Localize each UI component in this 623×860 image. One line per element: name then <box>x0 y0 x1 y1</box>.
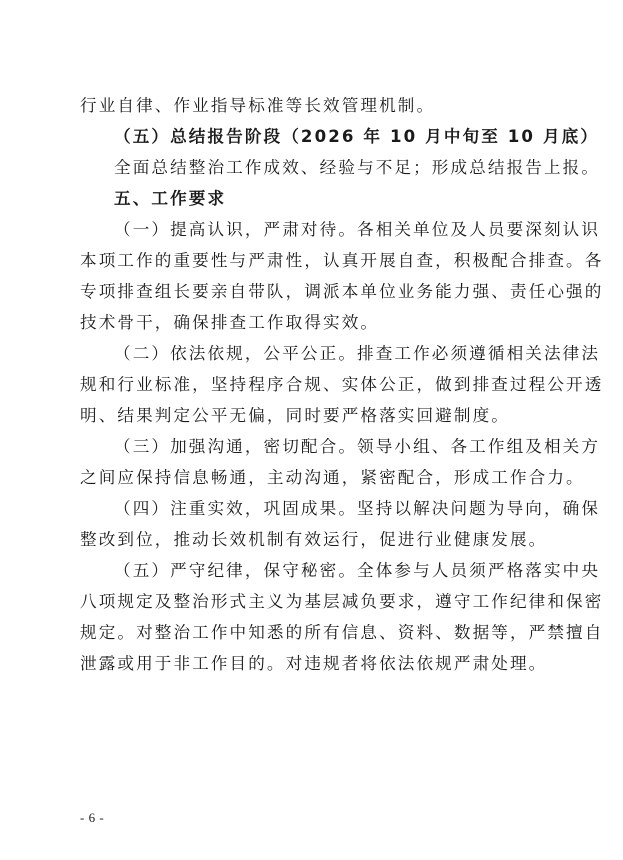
paragraph-1-line-2: 本项工作的重要性与严肃性，认真开展自查，积极配合排查。各 <box>80 251 604 270</box>
body-line-summary: 全面总结整治工作成效、经验与不足；形成总结报告上报。 <box>114 158 601 177</box>
paragraph-3-line-2: 之间应保持信息畅通，主动沟通，紧密配合，形成工作合力。 <box>80 468 585 487</box>
body-line-continuation: 行业自律、作业指导标准等长效管理机制。 <box>80 96 436 115</box>
paragraph-2-line-2: 规和行业标准，坚持程序合规、实体公正，做到排查过程公开透 <box>80 375 604 394</box>
paragraph-4-line-1: （四）注重实效，巩固成果。坚持以解决问题为导向，确保 <box>114 499 601 518</box>
paragraph-1-line-4: 技术骨干，确保排查工作取得实效。 <box>80 313 380 332</box>
paragraph-2-line-3: 明、结果判定公平无偏，同时要严格落实回避制度。 <box>80 406 510 425</box>
section-heading-work-requirements: 五、工作要求 <box>114 189 227 208</box>
paragraph-5-line-4: 泄露或用于非工作目的。对违规者将依法依规严肃处理。 <box>80 654 548 673</box>
paragraph-4-line-2: 整改到位，推动长效机制有效运行，促进行业健康发展。 <box>80 530 548 549</box>
stage-heading-summary: （五）总结报告阶段（2026 年 10 月中旬至 10 月底） <box>114 127 600 146</box>
paragraph-3-line-1: （三）加强沟通，密切配合。领导小组、各工作组及相关方 <box>114 437 601 456</box>
paragraph-5-line-2: 八项规定及整治形式主义为基层减负要求，遵守工作纪律和保密 <box>80 592 604 611</box>
paragraph-5-line-1: （五）严守纪律，保守秘密。全体参与人员须严格落实中央 <box>114 561 601 580</box>
paragraph-1-line-3: 专项排查组长要亲自带队，调派本单位业务能力强、责任心强的 <box>80 282 604 301</box>
paragraph-1-line-1: （一）提高认识，严肃对待。各相关单位及人员要深刻认识 <box>114 220 601 239</box>
page-number: - 6 - <box>80 810 105 825</box>
paragraph-5-line-3: 规定。对整治工作中知悉的所有信息、资料、数据等，严禁擅自 <box>80 623 604 642</box>
paragraph-2-line-1: （二）依法依规，公平公正。排查工作必须遵循相关法律法 <box>114 344 601 363</box>
